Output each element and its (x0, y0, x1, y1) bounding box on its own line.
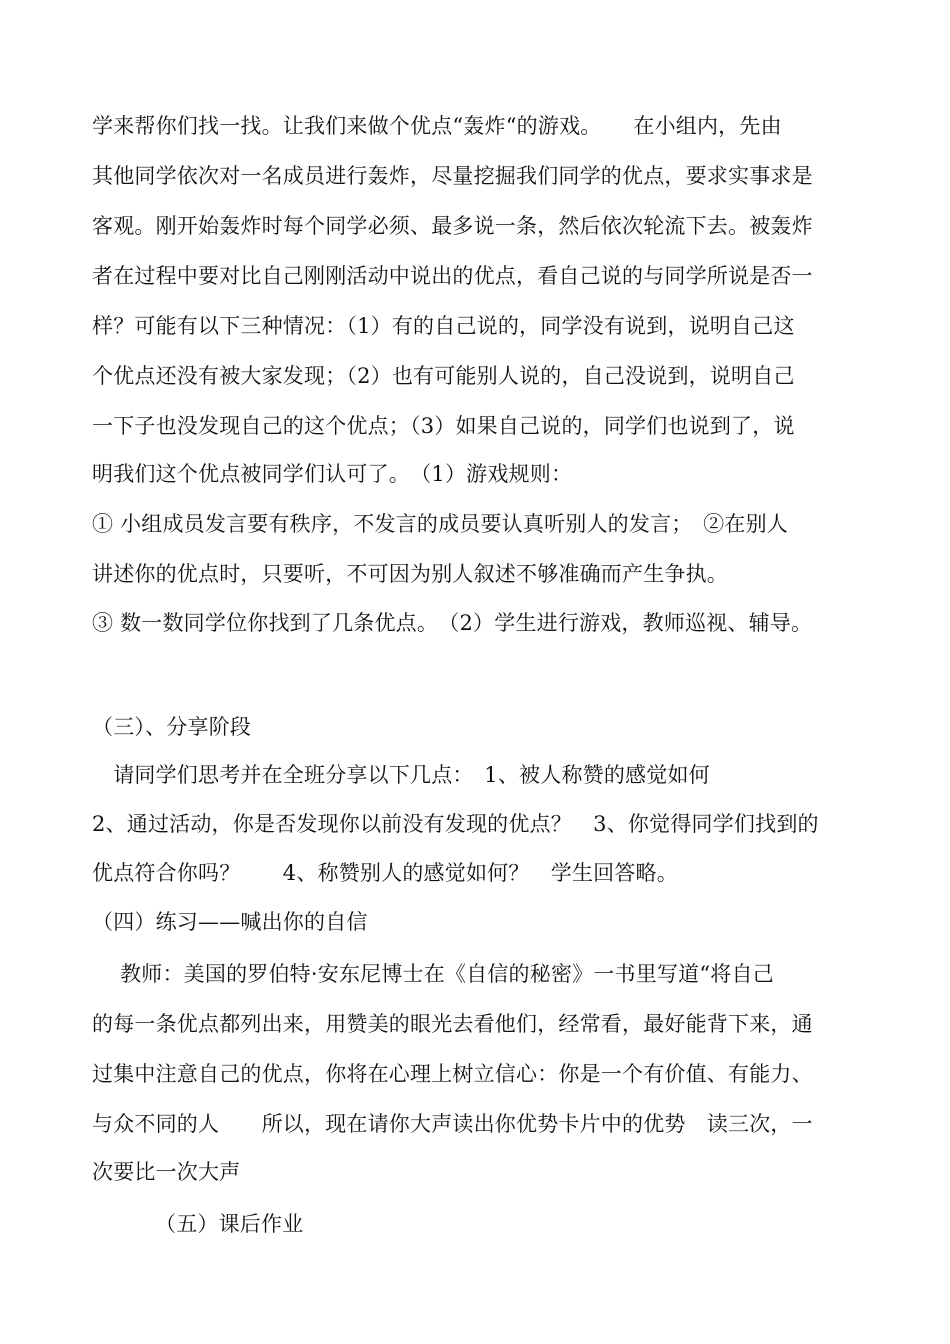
body-text-line: 其他同学依次对一名成员进行轰炸，尽量挖掘我们同学的优点，要求实事求是 (92, 164, 813, 188)
body-text-line: 客观。刚开始轰炸时每个同学必须、最多说一条，然后依次轮流下去。被轰炸 (92, 214, 813, 238)
rule-item: 讲述你的优点时，只要听，不可因为别人叙述不够准确而产生争执。 (92, 562, 728, 586)
rule-item: ① 小组成员发言要有秩序，不发言的成员要认真听别人的发言； ②在别人 (92, 512, 788, 536)
section-heading-share: （三）、分享阶段 (92, 715, 252, 739)
body-text-line: 样？可能有以下三种情况：（1）有的自己说的，同学没有说到，说明自己这 (92, 314, 795, 338)
body-text-line: 的每一条优点都列出来，用赞美的眼光去看他们，经常看，最好能背下来，通 (92, 1012, 813, 1036)
body-text-line: 个优点还没有被大家发现；（2）也有可能别人说的，自己没说到，说明自己 (92, 364, 795, 388)
section-heading-homework: （五）课后作业 (155, 1212, 304, 1236)
section-heading-practice: （四）练习——喊出你的自信 (92, 910, 368, 934)
body-text-line: 请同学们思考并在全班分享以下几点： 1、被人称赞的感觉如何 (92, 763, 710, 787)
rule-item: ③ 数一数同学位你找到了几条优点。 （2）学生进行游戏，教师巡视、辅导。 (92, 611, 813, 635)
body-text-line: 学来帮你们找一找。让我们来做个优点“轰炸“的游戏。 在小组内，先由 (92, 114, 782, 138)
body-text-line: 明我们这个优点被同学们认可了。 （1）游戏规则： (92, 462, 573, 486)
body-text-line: 教师：美国的罗伯特·安东尼博士在《自信的秘密》一书里写道“将自己 (92, 962, 774, 986)
body-text-line: 优点符合你吗？ 4、称赞别人的感觉如何？ 学生回答略。 (92, 861, 678, 885)
body-text-line: 次要比一次大声 (92, 1160, 241, 1184)
body-text-line: 2、通过活动，你是否发现你以前没有发现的优点？ 3、你觉得同学们找到的 (92, 812, 819, 836)
body-text-line: 一下子也没发现自己的这个优点；（3）如果自己说的，同学们也说到了，说 (92, 414, 795, 438)
body-text-line: 与众不同的人 所以，现在请你大声读出你优势卡片中的优势 读三次，一 (92, 1112, 813, 1136)
body-text-line: 者在过程中要对比自己刚刚活动中说出的优点，看自己说的与同学所说是否一 (92, 264, 813, 288)
body-text-line: 过集中注意自己的优点，你将在心理上树立信心：你是一个有价值、有能力、 (92, 1062, 813, 1086)
